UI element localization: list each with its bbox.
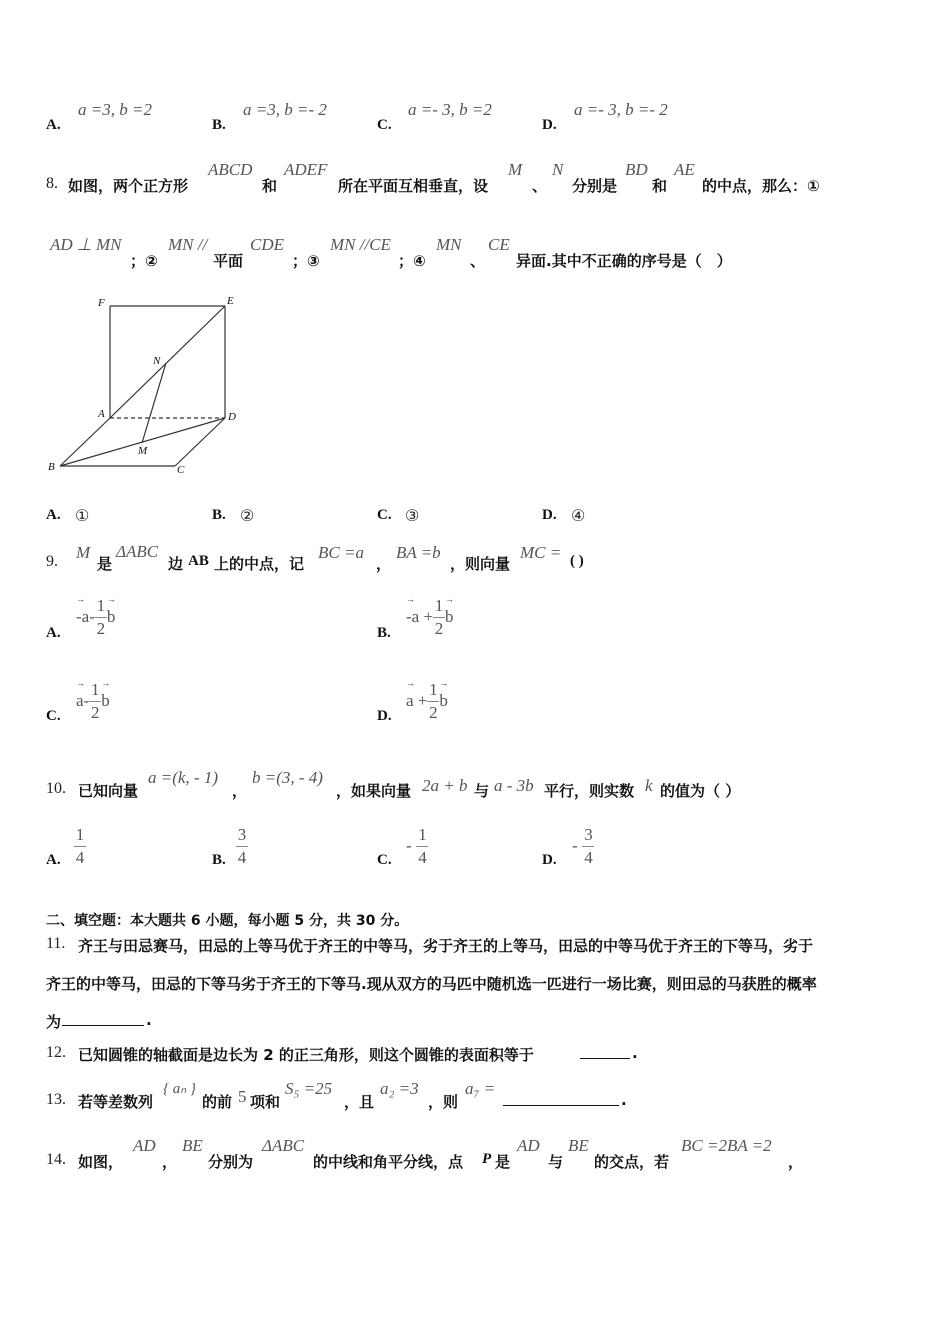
q12-text: 已知圆锥的轴截面是边长为 2 的正三角形，则这个圆锥的表面积等于 [78, 1046, 534, 1064]
q10-math: a =(k, - 1) [148, 768, 219, 787]
q11-end: . [146, 1011, 152, 1029]
figure-label-c: C [177, 464, 185, 476]
q10-text: 平行，则实数 [544, 782, 635, 800]
figure-label-e: E [227, 295, 234, 307]
figure-label-a: A [98, 408, 105, 420]
q14-text: P [482, 1151, 492, 1167]
q9-option-a-expr [76, 597, 115, 638]
q10-math: k [645, 776, 653, 795]
q13-math: 5 [238, 1087, 247, 1106]
q7-option-d-label: D. [542, 117, 557, 133]
expr-pre: → a + [406, 691, 427, 711]
denominator: 4 [418, 848, 427, 867]
q13-math: a₇ = [465, 1079, 496, 1098]
figure-label-d: D [228, 411, 236, 423]
denominator: 4 [75, 848, 85, 867]
q14-text: 与 [548, 1153, 564, 1171]
q8-option-c-label: C. [377, 507, 392, 523]
denominator: 4 [237, 848, 247, 867]
fraction [433, 597, 445, 638]
q8-option-d-label: D. [542, 507, 557, 523]
q9-math: M [76, 543, 91, 562]
q7-option-c-expr: a =- 3, b =2 [408, 100, 492, 119]
numerator: 1 [96, 596, 106, 615]
q14-math: AD [517, 1136, 540, 1155]
q9-math: BC =a [318, 543, 364, 562]
q8-math: AD ⊥ MN [50, 235, 122, 254]
q14-text: 如图， [78, 1153, 124, 1171]
q14-text: 的交点，若 [594, 1153, 670, 1171]
q7-option-a-label: A. [46, 117, 61, 133]
q8-option-a-label: A. [46, 507, 61, 523]
numerator: 1 [90, 680, 100, 699]
q8-math: ADEF [284, 160, 328, 179]
fraction [95, 597, 107, 638]
expr-post: → b [445, 607, 454, 627]
q9-text: AB [188, 553, 209, 569]
q10-number: 10. [46, 780, 66, 797]
q9-option-d-expr [406, 681, 448, 722]
q8-option-a-value: ① [75, 508, 90, 525]
q13-text: ，则 [428, 1093, 459, 1111]
q12-end: . [632, 1044, 638, 1062]
q11-line-1: 齐王与田忌赛马，田忌的上等马优于齐王的中等马，劣于齐王的上等马，田忌的中等马优于齐王的下等马，劣于 [78, 937, 814, 955]
q10-text: 已知向量 [78, 782, 139, 800]
q14-math: BE [182, 1136, 203, 1155]
q8-math: BD [625, 160, 648, 179]
q13-math: { aₙ } [163, 1081, 196, 1097]
q7-option-b-expr: a =3, b =- 2 [243, 100, 327, 119]
q7-option-c-label: C. [377, 117, 392, 133]
q13-text: 项和 [250, 1093, 281, 1111]
q10-math: a - 3b [494, 776, 534, 795]
fraction [582, 826, 594, 867]
q14-text: ， [788, 1153, 804, 1171]
q10-option-d-value [572, 826, 594, 867]
fraction [89, 681, 101, 722]
q9-option-b-label: B. [377, 625, 391, 641]
q13-text: 若等差数列 [78, 1093, 154, 1111]
q10-math: b =(3, - 4) [252, 768, 323, 787]
q10-text: ， [232, 782, 248, 800]
q9-math: ΔABC [116, 542, 159, 561]
q9-option-c-expr [76, 681, 110, 722]
q11-number: 11. [46, 935, 66, 952]
expr-post: → b [107, 607, 116, 627]
q8-text: 如图，两个正方形 [68, 177, 189, 195]
q8-math: N [552, 160, 564, 179]
q8-math: M [508, 160, 523, 179]
q10-option-b-value [236, 826, 248, 867]
q10-option-b-label: B. [212, 852, 226, 868]
q12-number: 12. [46, 1044, 66, 1061]
q8-text: ；④ [398, 252, 426, 270]
q8-option-d-value: ④ [571, 508, 586, 525]
q8-text: 平面 [213, 252, 244, 270]
q14-math: BE [568, 1136, 589, 1155]
section-heading-fill-in: 二、填空题：本大题共 6 小题，每小题 5 分，共 30 分。 [46, 913, 409, 929]
q11-line-3: 为 [46, 1013, 62, 1031]
q9-option-a-label: A. [46, 625, 61, 641]
figure-label-f: F [98, 297, 105, 309]
q8-text: 、 [470, 252, 486, 270]
q9-text: 是 [97, 555, 113, 573]
q11-line-2: 齐王的中等马，田忌的下等马劣于齐王的下等马.现从双方的马匹中随机选一匹进行一场比赛，则田忌的马获胜的概率 [46, 975, 817, 993]
q9-option-b-expr [406, 597, 454, 638]
q9-number: 9. [46, 553, 58, 570]
q10-option-c-label: C. [377, 852, 392, 868]
numerator: 1 [418, 825, 427, 844]
q9-option-c-label: C. [46, 708, 61, 724]
q8-text: 分别是 [572, 177, 618, 195]
q13-answer-blank[interactable] [503, 1091, 619, 1106]
q8-math: ABCD [208, 160, 253, 179]
q8-geometry-figure [40, 290, 260, 480]
q7-option-a-expr: a =3, b =2 [78, 100, 152, 119]
q10-text: 与 [474, 782, 490, 800]
q13-text: ，且 [344, 1093, 375, 1111]
q9-option-d-label: D. [377, 708, 392, 724]
q9-text: 边 [168, 555, 184, 573]
q8-text: 和 [262, 177, 278, 195]
numerator: 1 [429, 680, 438, 699]
q8-option-b-label: B. [212, 507, 226, 523]
q14-text: ， [162, 1153, 178, 1171]
q10-option-d-label: D. [542, 852, 557, 868]
fraction [427, 681, 439, 722]
q8-text: ；③ [292, 252, 320, 270]
denominator: 2 [429, 703, 438, 722]
q10-math: 2a + b [422, 776, 468, 795]
fraction [416, 826, 428, 867]
q8-text: ；② [130, 252, 158, 270]
q10-text: ，如果向量 [336, 782, 412, 800]
numerator: 3 [584, 825, 593, 844]
q14-math: ΔABC [262, 1136, 305, 1155]
sign: - [406, 836, 412, 855]
q8-math: MN [436, 235, 462, 254]
q8-text: 、 [532, 177, 548, 195]
q8-option-c-value: ③ [405, 508, 420, 525]
sign: - [572, 836, 578, 855]
q14-math: AD [133, 1136, 156, 1155]
q9-math: BA =b [396, 543, 441, 562]
denominator: 2 [434, 619, 444, 638]
denominator: 4 [584, 848, 593, 867]
q7-option-b-label: B. [212, 117, 226, 133]
numerator: 1 [434, 596, 444, 615]
expr-pre: → a- [76, 691, 89, 711]
q13-text: 的前 [202, 1093, 233, 1111]
q9-text: ( ) [570, 553, 584, 569]
q13-end: . [621, 1091, 627, 1109]
q9-text: 上的中点，记 [214, 555, 305, 573]
numerator: 1 [75, 825, 85, 844]
q14-number: 14. [46, 1151, 66, 1168]
figure-label-m: M [138, 445, 148, 457]
q14-text: 分别为 [208, 1153, 254, 1171]
q12-answer-blank[interactable] [580, 1044, 630, 1059]
figure-label-n: N [153, 355, 161, 367]
q8-text: 所在平面互相垂直，设 [338, 177, 489, 195]
q10-option-a-label: A. [46, 852, 61, 868]
q8-text: 异面.其中不正确的序号是（ ） [516, 252, 732, 270]
fraction [236, 826, 248, 867]
q8-text: 的中点，那么：① [702, 177, 820, 195]
q14-math: BC =2BA =2 [681, 1136, 772, 1155]
q11-answer-blank[interactable] [62, 1011, 144, 1026]
q8-math: CDE [250, 235, 284, 254]
q8-text: 和 [652, 177, 668, 195]
numerator: 3 [237, 825, 247, 844]
q10-text: 的值为（ ） [660, 782, 741, 800]
q9-text: ，则向量 [450, 555, 511, 573]
q13-math: a₂ =3 [380, 1079, 419, 1098]
q14-text: 的中线和角平分线，点 [313, 1153, 464, 1171]
q8-math: MN // [168, 235, 208, 254]
denominator: 2 [96, 619, 106, 638]
denominator: 2 [90, 703, 100, 722]
expr-post: → b [439, 691, 448, 711]
q8-math: MN //CE [330, 235, 391, 254]
q14-text: 是 [495, 1153, 511, 1171]
q10-option-c-value [406, 826, 428, 867]
q7-option-d-expr: a =- 3, b =- 2 [574, 100, 668, 119]
fraction [74, 826, 86, 867]
q13-math: S₅ =25 [285, 1079, 333, 1098]
q8-math: CE [488, 235, 510, 254]
q8-option-b-value: ② [240, 508, 255, 525]
q8-math: AE [674, 160, 695, 179]
q13-number: 13. [46, 1091, 66, 1108]
expr-pre: → -a + [406, 607, 433, 627]
q8-number: 8. [46, 175, 58, 192]
q9-math: MC = [520, 543, 562, 562]
expr-post: → b [101, 691, 110, 711]
q10-option-a-value [74, 826, 86, 867]
expr-pre: → -a- [76, 607, 95, 627]
q9-text: ， [376, 555, 392, 573]
figure-label-b: B [48, 461, 55, 473]
